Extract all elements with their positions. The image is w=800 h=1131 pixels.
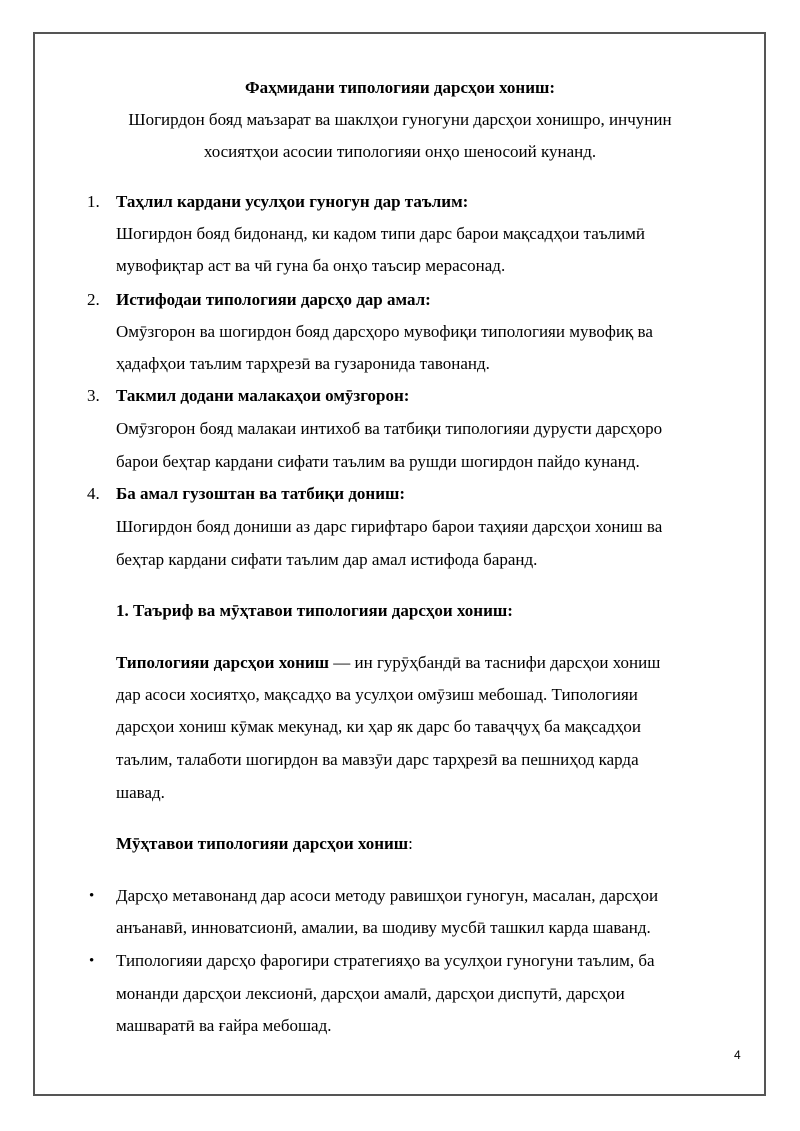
intro-line: Шогирдон бояд маъзарат ва шаклҳои гуногуни дарсҳои хонишро, инчунин <box>128 110 672 129</box>
bullet-text: анъанавӣ, инноватсионӣ, амалии, ва шодиву мусбӣ ташкил карда шаванд. <box>116 918 651 937</box>
item-number: 1. <box>87 192 100 211</box>
item-text: Шогирдон бояд бидонанд, ки кадом типи дарс барои мақсадҳои таълимӣ <box>116 224 645 243</box>
definition-line: таълим, талаботи шогирдон ва мавзӯи дарс тарҳрезӣ ва пешниҳод карда <box>116 750 639 769</box>
section-heading: 1. Таъриф ва мӯҳтавои типологияи дарсҳои хониш: <box>116 601 513 620</box>
item-title: Таҳлил кардани усулҳои гуногун дар таълим: <box>116 192 469 211</box>
item-text: мувофиқтар аст ва чӣ гуна ба онҳо таъсир мерасонад. <box>116 256 506 275</box>
item-title: Такмил додани малакаҳои омӯзгорон: <box>116 386 410 405</box>
item-number: 4. <box>87 484 100 503</box>
item-text: Омӯзгорон ва шогирдон бояд дарсҳоро мувофиқи типологияи мувофиқ ва <box>116 322 653 341</box>
bullet-text: Дарсҳо метавонанд дар асоси методу равишҳои гуногун, масалан, дарсҳои <box>116 886 659 905</box>
definition-line: шавад. <box>116 783 165 802</box>
bullet-icon: • <box>89 953 95 969</box>
content-heading: Мӯҳтавои типологияи дарсҳои хониш: <box>116 834 413 853</box>
bullet-icon: • <box>89 888 95 904</box>
item-text: барои беҳтар кардани сифати таълим ва рушди шогирдон пайдо кунанд. <box>116 452 640 471</box>
bullet-text: Типологияи дарсҳо фарогири стратегияҳо ва усулҳои гуногуни таълим, ба <box>116 951 655 970</box>
definition-first-line <box>116 647 660 679</box>
definition-text: — ин гурӯҳбандӣ ва таснифи дарсҳои хониш <box>329 653 661 672</box>
page-number: 4 <box>734 1048 741 1062</box>
definition-line: дарсҳои хониш кӯмак мекунад, ки ҳар як дарс бо таваҷҷуҳ ба мақсадҳои <box>116 717 641 736</box>
item-text: ҳадафҳои таълим тарҳрезӣ ва гузаронида тавонанд. <box>116 354 490 373</box>
intro-line: хосиятҳои асосии типологияи онҳо шеносоий кунанд. <box>203 142 597 161</box>
item-number: 2. <box>87 290 100 309</box>
item-title: Истифодаи типологияи дарсҳо дар амал: <box>116 290 431 309</box>
page-heading: Фаҳмидани типологияи дарсҳои хониш: <box>244 78 556 97</box>
item-title: Ба амал гузоштан ва татбиқи дониш: <box>116 484 406 503</box>
definition-term: Типологияи дарсҳои хониш <box>116 653 330 672</box>
item-text: Омӯзгорон бояд малакаи интихоб ва татбиқи типологияи дурусти дарсҳоро <box>116 419 663 438</box>
bullet-text: монанди дарсҳои лексионӣ, дарсҳои амалӣ, дарсҳои диспутӣ, дарсҳои <box>116 984 625 1003</box>
item-text: беҳтар кардани сифати таълим дар амал истифода баранд. <box>116 550 538 569</box>
bullet-text: машваратӣ ва ғайра мебошад. <box>116 1016 332 1035</box>
item-number: 3. <box>87 386 100 405</box>
definition-line: дар асоси хосиятҳо, мақсадҳо ва усулҳои омӯзиш мебошад. Типологияи <box>116 685 638 704</box>
item-text: Шогирдон бояд дониши аз дарс гирифтаро барои таҳияи дарсҳои хониш ва <box>116 517 663 536</box>
